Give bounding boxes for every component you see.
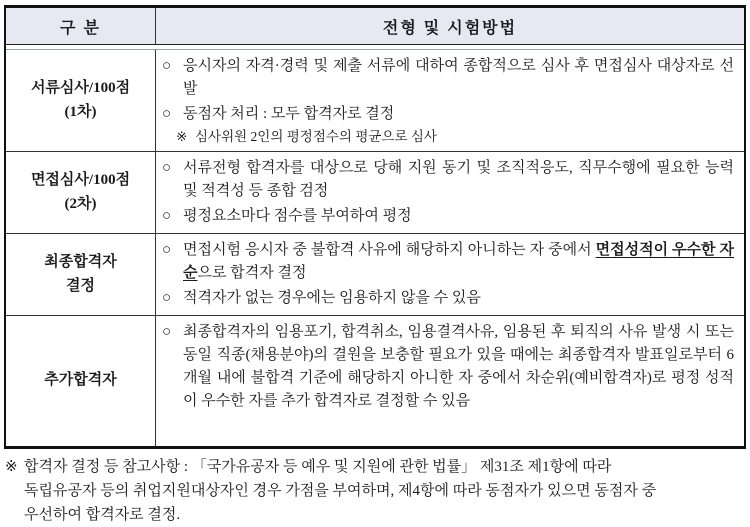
bullet-text-pre: 면접시험 응시자 중 불합격 사유에 해당하지 아니하는 자 중에서 (183, 242, 596, 258)
circle-bullet-icon: ○ (162, 58, 172, 74)
bullet-item (162, 239, 734, 285)
row-label (6, 234, 156, 315)
bullet-item (162, 321, 734, 413)
bullet-item (162, 287, 734, 310)
bullet-text (183, 239, 734, 285)
circle-bullet-icon: ○ (162, 324, 172, 340)
footnote-text: 합격자 결정 등 참고사항 : 「국가유공자 등 예우 및 지원에 관한 법률」 제31조 제1항에 따라 (24, 459, 612, 475)
note-item (176, 127, 734, 146)
bullet-item (162, 55, 734, 101)
bullet-item (162, 103, 734, 126)
row-label (6, 316, 156, 446)
note-text: 심사위원 2인의 평정점수의 평균으로 심사 (195, 129, 437, 144)
footnote-line: 우선하여 합격자로 결정. (24, 507, 181, 523)
row-label (6, 50, 156, 151)
row-content (156, 50, 744, 151)
bullet-item (162, 157, 734, 203)
row-label-line2: 결정 (66, 277, 95, 294)
header-cell-method: 전형 및 시험방법 (382, 19, 518, 37)
reference-mark-icon: ※ (5, 459, 18, 475)
bullet-text: 평정요소마다 점수를 부여하여 평정 (183, 208, 412, 224)
circle-bullet-icon: ○ (162, 290, 172, 306)
footnote-line (5, 455, 744, 479)
bullet-text: 응시자의 자격·경력 및 제출 서류에 대하여 종합적으로 심사 후 면접심사 대상자로 선발 (183, 58, 734, 97)
row-content (156, 234, 744, 315)
row-label-line1: 면접심사/100점 (30, 172, 131, 189)
bullet-text: 최종합격자의 임용포기, 합격취소, 임용결격사유, 임용된 후 퇴직의 사유 발생 시 또는 동일 직종(채용분야)의 결원을 보충할 필요가 있을 때에는 최종합격자 발표일로부터 6개월 내에 불합격 기준에 해당하지 아니한 자 중에서 차순위(예비합격자)로 평정 성적이 우수한 자를 추가 합격자로 결정할 수 있음 (183, 324, 734, 409)
header-cell-category: 구 분 (6, 8, 156, 44)
row-label-line2: (2차) (64, 195, 97, 212)
bullet-text: 적격자가 없는 경우에는 임용하지 않을 수 있음 (183, 290, 481, 306)
circle-bullet-icon: ○ (162, 242, 172, 258)
emphasized-text: 면접성적이 우수한 자 순 (183, 242, 734, 281)
row-label-line1: 추가합격자 (44, 372, 117, 389)
circle-bullet-icon: ○ (162, 106, 172, 122)
circle-bullet-icon: ○ (162, 208, 172, 224)
row-label-line1: 서류심사/100점 (30, 80, 131, 97)
row-label (6, 152, 156, 233)
bullet-text: 동점자 처리 : 모두 합격자로 결정 (183, 106, 395, 122)
footnote (4, 449, 746, 527)
table-header-row (6, 8, 744, 45)
table-row-document-screening (6, 50, 744, 152)
row-label-line2: (1차) (64, 103, 97, 120)
footnote-line: 독립유공자 등의 취업지원대상자인 경우 가점을 부여하며, 제4항에 따라 동점자가 있으면 동점자 중 (24, 483, 657, 499)
table-row-interview-screening (6, 152, 744, 234)
table-row-additional-pass (6, 316, 744, 446)
row-content (156, 316, 744, 446)
bullet-text: 서류전형 합격자를 대상으로 당해 지원 동기 및 조직적응도, 직무수행에 필요한 능력 및 적격성 등 종합 검정 (183, 160, 734, 199)
bullet-item (162, 205, 734, 228)
table-row-final-decision (6, 234, 744, 316)
selection-method-table (4, 5, 746, 449)
bullet-text-post: 으로 합격자 결정 (197, 265, 307, 281)
reference-mark-icon: ※ (176, 129, 188, 144)
row-label-line1: 최종합격자 (44, 254, 117, 271)
circle-bullet-icon: ○ (162, 160, 172, 176)
row-content (156, 152, 744, 233)
